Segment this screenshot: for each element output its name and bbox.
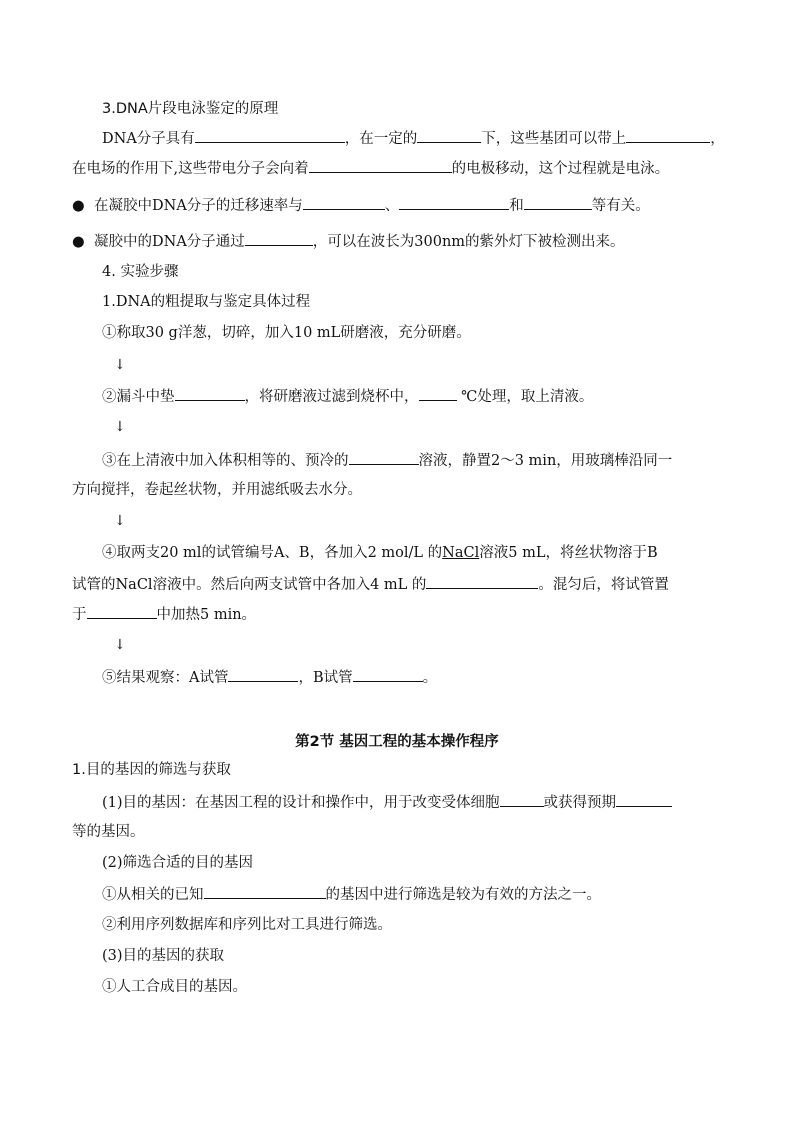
text: ⑤结果观察：A试管 bbox=[102, 670, 229, 686]
fill-blank[interactable] bbox=[349, 450, 419, 465]
text: ①从相关的已知 bbox=[102, 887, 204, 903]
paragraph-line: ①人工合成目的基因。 bbox=[102, 979, 247, 995]
text: 。 bbox=[422, 670, 438, 686]
text: ②漏斗中垫 bbox=[102, 389, 175, 405]
text: 。混匀后，将试管置 bbox=[538, 577, 669, 593]
text: 试管的NaCl溶液中。然后向两支试管中各加入4 mL 的 bbox=[72, 577, 427, 593]
text: 中加热5 min。 bbox=[156, 607, 257, 623]
step-3 bbox=[102, 450, 724, 471]
fill-blank[interactable] bbox=[500, 792, 544, 807]
down-arrow-icon: ↓ bbox=[114, 637, 126, 653]
text: 、 bbox=[384, 198, 400, 214]
text: NaCl bbox=[442, 545, 480, 561]
section-heading-steps: 4. 实验步骤 bbox=[102, 264, 179, 280]
text: 于 bbox=[72, 607, 87, 623]
paragraph-line: ②利用序列数据库和序列比对工具进行筛选。 bbox=[102, 917, 392, 933]
step-4 bbox=[102, 543, 724, 563]
paragraph-line bbox=[102, 128, 724, 149]
fill-blank[interactable] bbox=[417, 128, 481, 143]
text: (1)目的基因：在基因工程的设计和操作中，用于改变受体细胞 bbox=[102, 795, 500, 811]
fill-blank[interactable] bbox=[426, 574, 538, 589]
text: 等有关。 bbox=[591, 198, 650, 214]
fill-blank[interactable] bbox=[309, 158, 452, 173]
fill-blank[interactable] bbox=[419, 386, 457, 401]
fill-blank[interactable] bbox=[87, 604, 157, 619]
text: DNA分子具有 bbox=[102, 131, 195, 147]
fill-blank[interactable] bbox=[524, 195, 592, 210]
bullet-item bbox=[72, 231, 724, 252]
down-arrow-icon: ↓ bbox=[114, 513, 126, 529]
text: ③在上清液中加入体积相等的、预冷的 bbox=[102, 453, 349, 469]
paragraph-line bbox=[72, 158, 724, 179]
text: ，可以在波长为300nm的紫外灯下被检测出来。 bbox=[312, 234, 625, 250]
fill-blank[interactable] bbox=[175, 386, 245, 401]
chapter-title: 第2节 基因工程的基本操作程序 bbox=[295, 734, 499, 750]
text: ④取两支20 ml的试管编号A、B，各加入2 mol/L 的 bbox=[102, 545, 443, 561]
paragraph-line: 等的基因。 bbox=[72, 824, 145, 840]
text: 的电极移动，这个过程就是电泳。 bbox=[451, 161, 670, 177]
bullet-icon: ● bbox=[72, 234, 85, 250]
text: 在电场的作用下,这些带电分子会向着 bbox=[72, 161, 309, 177]
text: 在凝胶中DNA分子的迁移速率与 bbox=[94, 198, 303, 214]
paragraph-line: (2)筛选合适的目的基因 bbox=[102, 855, 254, 871]
text: 和 bbox=[509, 198, 524, 214]
paragraph-line bbox=[102, 792, 724, 813]
bullet-icon: ● bbox=[72, 198, 85, 214]
fill-blank[interactable] bbox=[303, 195, 385, 210]
step-3-cont: 方向搅拌，卷起丝状物，并用滤纸吸去水分。 bbox=[72, 482, 362, 498]
fill-blank[interactable] bbox=[245, 231, 313, 246]
fill-blank[interactable] bbox=[204, 884, 326, 899]
step-1: ①称取30 g洋葱，切碎，加入10 mL研磨液，充分研磨。 bbox=[102, 325, 471, 341]
text: 或获得预期 bbox=[543, 795, 617, 811]
step-4-cont bbox=[72, 604, 724, 625]
text: 下，这些基团可以带上 bbox=[481, 131, 627, 147]
text: ，在一定的 bbox=[344, 131, 418, 147]
fill-blank[interactable] bbox=[228, 667, 298, 682]
text: 溶液，静置2～3 min，用玻璃棒沿同一 bbox=[418, 453, 673, 469]
text: 溶液5 mL，将丝状物溶于B bbox=[479, 545, 658, 561]
fill-blank[interactable] bbox=[626, 128, 710, 143]
subheading: 1.DNA的粗提取与鉴定具体过程 bbox=[102, 294, 311, 310]
down-arrow-icon: ↓ bbox=[114, 357, 126, 373]
section-heading-gene: 1.目的基因的筛选与获取 bbox=[72, 762, 231, 778]
text: 凝胶中的DNA分子通过 bbox=[94, 234, 245, 250]
paragraph-line bbox=[102, 884, 724, 905]
text: 的基因中进行筛选是较为有效的方法之一。 bbox=[325, 887, 601, 903]
fill-blank[interactable] bbox=[353, 667, 423, 682]
step-5 bbox=[102, 667, 724, 688]
bullet-item bbox=[72, 195, 724, 216]
step-4-cont bbox=[72, 574, 724, 595]
paragraph-line: (3)目的基因的获取 bbox=[102, 948, 225, 964]
text: ，B试管 bbox=[298, 670, 353, 686]
fill-blank[interactable] bbox=[195, 128, 345, 143]
section-heading-electrophoresis: 3.DNA片段电泳鉴定的原理 bbox=[102, 101, 279, 117]
text: ， bbox=[710, 131, 725, 147]
text: ℃处理，取上清液。 bbox=[456, 389, 594, 405]
down-arrow-icon: ↓ bbox=[114, 419, 126, 435]
fill-blank[interactable] bbox=[616, 792, 672, 807]
text: ，将研磨液过滤到烧杯中， bbox=[244, 389, 419, 405]
step-2 bbox=[102, 386, 724, 407]
fill-blank[interactable] bbox=[399, 195, 509, 210]
